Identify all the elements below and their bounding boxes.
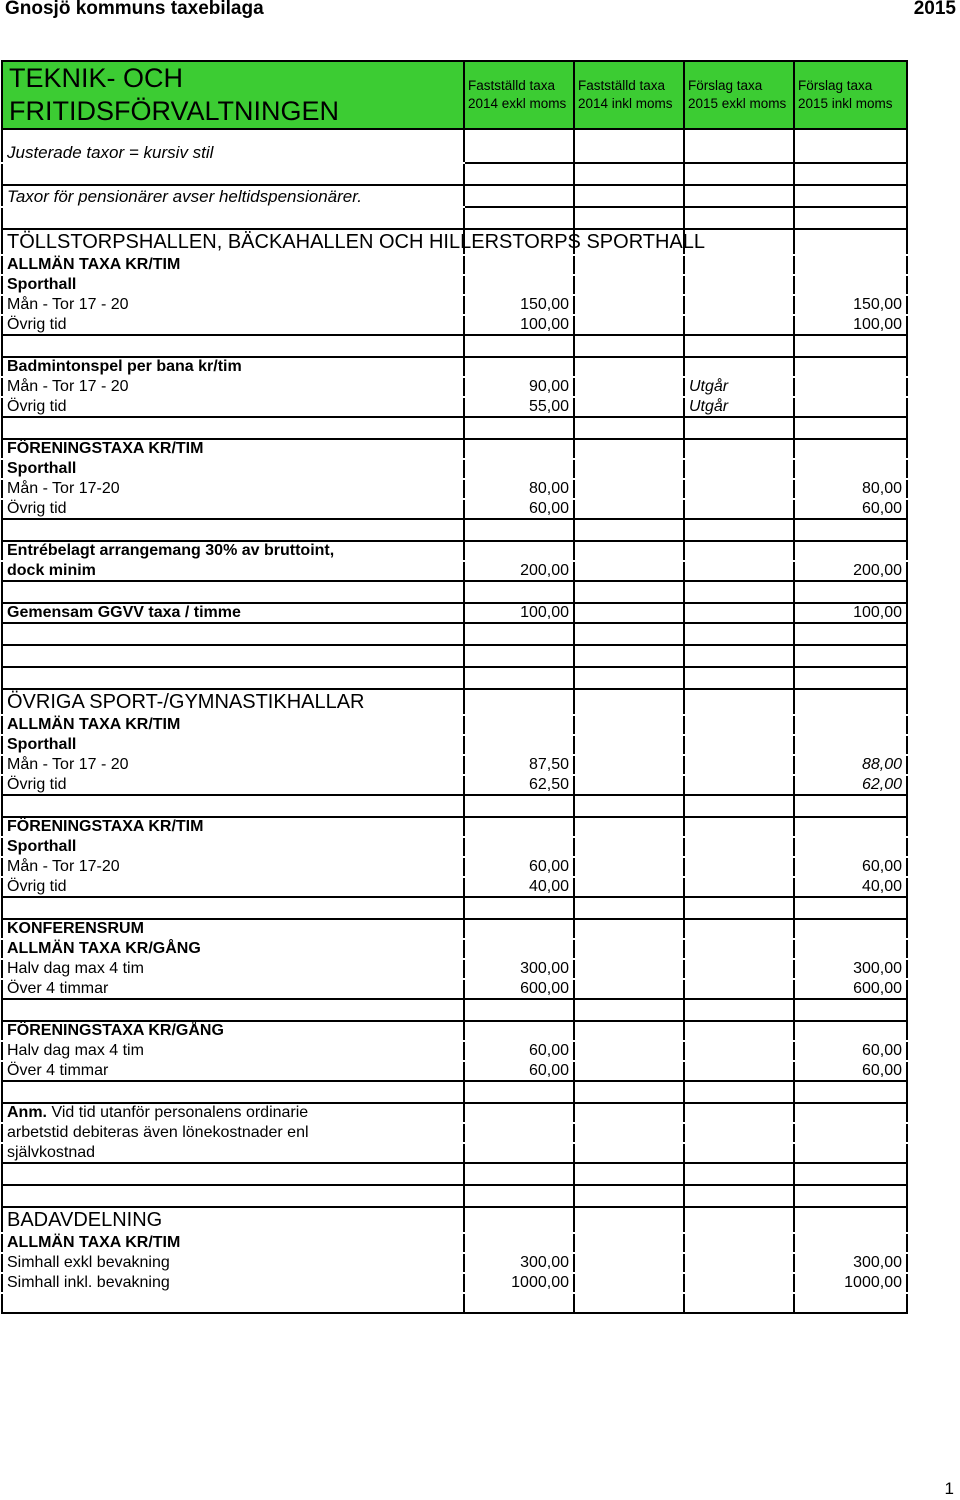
club-rate-heading: FÖRENINGSTAXA KR/TIM [2,817,464,837]
club-rate-heading: FÖRENINGSTAXA KR/GÅNG [2,1021,464,1041]
table-row: Övrig tid 60,00 60,00 [2,499,907,519]
sporthall-heading: Sporthall [2,735,464,755]
general-rate-heading: ALLMÄN TAXA KR/TIM [2,1233,464,1253]
document-header [0,0,960,22]
document-title: Gnosjö kommuns taxebilaga [5,0,264,19]
note-adjusted: Justerade taxor = kursiv stil [2,129,464,163]
column-header-2014-inkl: Fastställd taxa 2014 inkl moms [574,61,684,129]
document-year: 2015 [913,0,956,19]
note-pensioners: Taxor för pensionärer avser heltidspensionärer. [2,185,464,207]
table-row: Över 4 timmar 60,00 60,00 [2,1061,907,1081]
table-row: Övrig tid 100,00 100,00 [2,315,907,335]
page-number: 1 [944,1479,954,1498]
conference-note-line-3: självkostnad [2,1143,464,1163]
table-row: Övrig tid 55,00 Utgår [2,397,907,417]
entry-event-label: Entrébelagt arrangemang 30% av bruttoint, [2,541,464,561]
org-name: TEKNIK- OCH FRITIDSFÖRVALTNINGEN [2,61,464,129]
table-row: Övrig tid 40,00 40,00 [2,877,907,897]
section-title-conference: KONFERENSRUM [2,919,464,939]
tariff-table [1,60,908,1314]
sporthall-heading: Sporthall [2,459,464,479]
conference-note-line-2: arbetstid debiteras även lönekostnader enl [2,1123,464,1143]
column-header-2015-exkl: Förslag taxa 2015 exkl moms [684,61,794,129]
general-rate-heading: ALLMÄN TAXA KR/TIM [2,715,464,735]
section-title-tollstorp: TÖLLSTORPSHALLEN, BÄCKAHALLEN OCH HILLERSTORPS SPORTHALL [2,229,464,255]
sporthall-heading: Sporthall [2,275,464,295]
club-rate-heading: FÖRENINGSTAXA KR/TIM [2,439,464,459]
table-row: Över 4 timmar 600,00 600,00 [2,979,907,999]
column-header-2015-inkl: Förslag taxa 2015 inkl moms [794,61,907,129]
table-row: Övrig tid 62,50 62,00 [2,775,907,795]
table-row: Gemensam GGVV taxa / timme 100,00 100,00 [2,603,907,623]
section-title-bath: BADAVDELNING [2,1207,464,1233]
table-row: Mån - Tor 17-20 60,00 60,00 [2,857,907,877]
table-header-row [2,61,907,129]
table-row: Mån - Tor 17-20 80,00 80,00 [2,479,907,499]
sporthall-heading: Sporthall [2,837,464,857]
badminton-heading: Badmintonspel per bana kr/tim [2,357,464,377]
table-row: Mån - Tor 17 - 20 150,00 150,00 [2,295,907,315]
table-row: Mån - Tor 17 - 20 90,00 Utgår [2,377,907,397]
general-rate-heading: ALLMÄN TAXA KR/GÅNG [2,939,464,959]
column-header-2014-exkl: Fastställd taxa 2014 exkl moms [464,61,574,129]
table-row: Mån - Tor 17 - 20 87,50 88,00 [2,755,907,775]
table-row: Simhall inkl. bevakning 1000,00 1000,00 [2,1273,907,1293]
table-row: dock minim 200,00 200,00 [2,561,907,581]
conference-note-line-1: Anm. Vid tid utanför personalens ordinarie [2,1103,464,1123]
table-row: Simhall exkl bevakning 300,00 300,00 [2,1253,907,1273]
table-row: Halv dag max 4 tim 60,00 60,00 [2,1041,907,1061]
general-rate-heading: ALLMÄN TAXA KR/TIM [2,255,464,275]
table-row: Halv dag max 4 tim 300,00 300,00 [2,959,907,979]
section-title-other-halls: ÖVRIGA SPORT-/GYMNASTIKHALLAR [2,689,464,715]
